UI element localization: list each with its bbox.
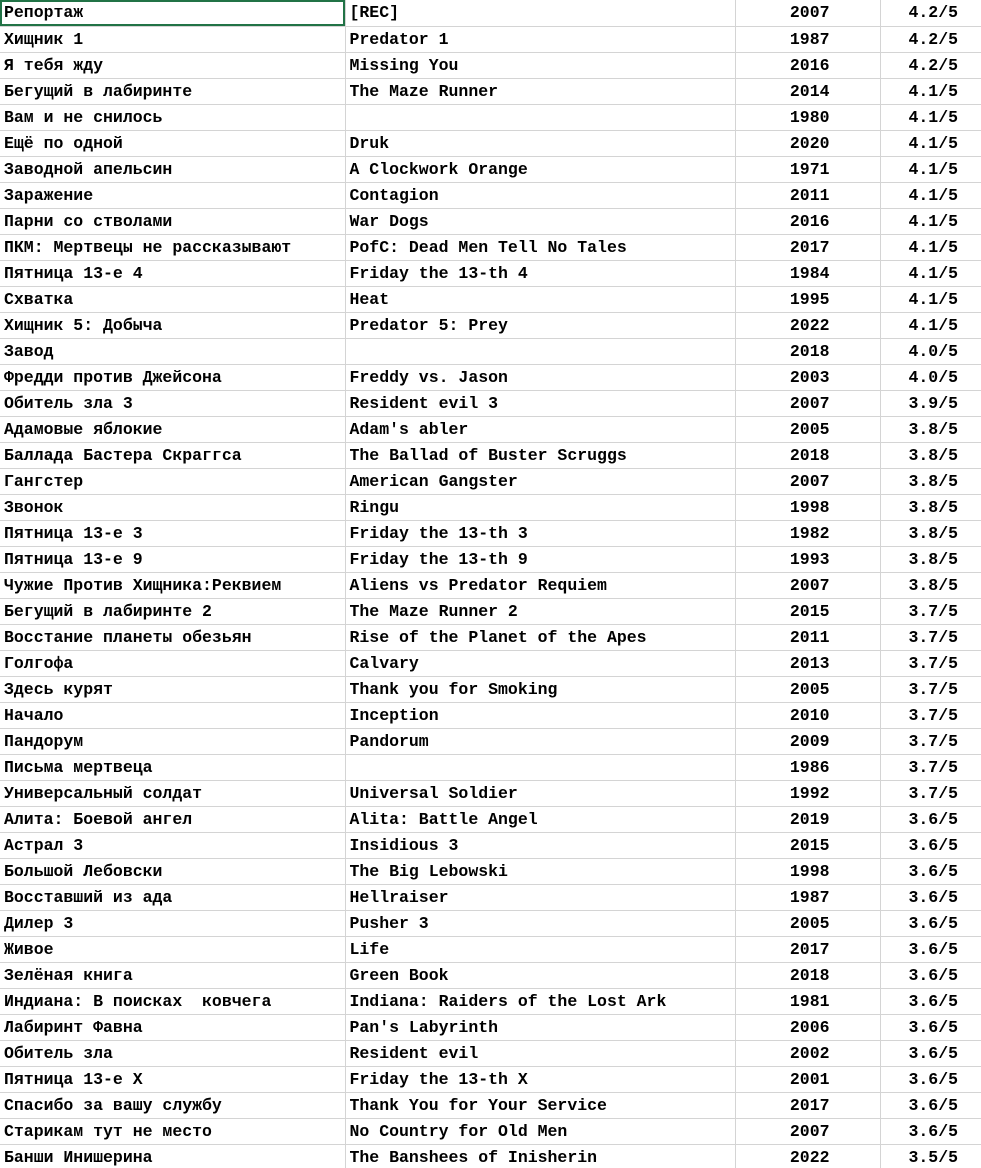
table-row: [0, 468, 981, 494]
table-row: [0, 78, 981, 104]
rating-cell[interactable]: 3.7/5: [880, 754, 981, 780]
rating-cell[interactable]: 3.5/5: [880, 1144, 981, 1168]
russian-title-cell[interactable]: Алита: Боевой ангел: [0, 806, 345, 832]
year-cell[interactable]: 1995: [735, 286, 880, 312]
year-cell[interactable]: 1998: [735, 494, 880, 520]
year-cell[interactable]: 1987: [735, 884, 880, 910]
year-cell[interactable]: 2013: [735, 650, 880, 676]
rating-cell[interactable]: 4.1/5: [880, 312, 981, 338]
year-cell[interactable]: 2010: [735, 702, 880, 728]
year-cell[interactable]: 1981: [735, 988, 880, 1014]
russian-title-cell[interactable]: Астрал 3: [0, 832, 345, 858]
rating-cell[interactable]: 3.6/5: [880, 1066, 981, 1092]
rating-cell[interactable]: 3.6/5: [880, 1040, 981, 1066]
english-title-cell[interactable]: Missing You: [345, 52, 735, 78]
english-title-cell[interactable]: The Big Lebowski: [345, 858, 735, 884]
table-row: [0, 312, 981, 338]
rating-cell[interactable]: 4.1/5: [880, 130, 981, 156]
english-title-cell[interactable]: Inception: [345, 702, 735, 728]
russian-title-cell[interactable]: Индиана: В поисках ковчега: [0, 988, 345, 1014]
table-row: [0, 936, 981, 962]
russian-title-cell[interactable]: Хищник 1: [0, 26, 345, 52]
russian-title-cell[interactable]: Голгофа: [0, 650, 345, 676]
english-title-cell[interactable]: [345, 338, 735, 364]
year-cell[interactable]: 2016: [735, 208, 880, 234]
rating-cell[interactable]: 4.0/5: [880, 338, 981, 364]
year-cell[interactable]: 2011: [735, 624, 880, 650]
russian-title-cell[interactable]: Хищник 5: Добыча: [0, 312, 345, 338]
russian-title-cell[interactable]: Ещё по одной: [0, 130, 345, 156]
russian-title-cell[interactable]: Завод: [0, 338, 345, 364]
rating-cell[interactable]: 4.2/5: [880, 52, 981, 78]
rating-cell[interactable]: 3.6/5: [880, 936, 981, 962]
year-cell[interactable]: 2002: [735, 1040, 880, 1066]
english-title-cell[interactable]: Thank you for Smoking: [345, 676, 735, 702]
rating-cell[interactable]: 3.7/5: [880, 728, 981, 754]
rating-cell[interactable]: 4.1/5: [880, 234, 981, 260]
year-cell[interactable]: 2003: [735, 364, 880, 390]
table-row: [0, 156, 981, 182]
rating-cell[interactable]: 4.1/5: [880, 78, 981, 104]
russian-title-cell[interactable]: Заводной апельсин: [0, 156, 345, 182]
table-row: [0, 182, 981, 208]
english-title-cell[interactable]: Heat: [345, 286, 735, 312]
russian-title-cell[interactable]: Универсальный солдат: [0, 780, 345, 806]
table-row: [0, 676, 981, 702]
english-title-cell[interactable]: Predator 1: [345, 26, 735, 52]
russian-title-cell[interactable]: ПКМ: Мертвецы не рассказывают: [0, 234, 345, 260]
rating-cell[interactable]: 4.0/5: [880, 364, 981, 390]
english-title-cell[interactable]: Thank You for Your Service: [345, 1092, 735, 1118]
table-row: [0, 520, 981, 546]
russian-title-cell[interactable]: Обитель зла: [0, 1040, 345, 1066]
table-row: [0, 364, 981, 390]
table-row: [0, 832, 981, 858]
russian-title-cell[interactable]: Вам и не снилось: [0, 104, 345, 130]
russian-title-cell[interactable]: Лабиринт Фавна: [0, 1014, 345, 1040]
rating-cell[interactable]: 4.1/5: [880, 182, 981, 208]
russian-title-cell[interactable]: Бегущий в лабиринте: [0, 78, 345, 104]
table-row: [0, 598, 981, 624]
english-title-cell[interactable]: Insidious 3: [345, 832, 735, 858]
english-title-cell[interactable]: Life: [345, 936, 735, 962]
english-title-cell[interactable]: Indiana: Raiders of the Lost Ark: [345, 988, 735, 1014]
english-title-cell[interactable]: Aliens vs Predator Requiem: [345, 572, 735, 598]
rating-cell[interactable]: 4.1/5: [880, 104, 981, 130]
rating-cell[interactable]: 4.1/5: [880, 286, 981, 312]
rating-cell[interactable]: 3.6/5: [880, 858, 981, 884]
russian-title-cell[interactable]: Начало: [0, 702, 345, 728]
rating-cell[interactable]: 3.6/5: [880, 1014, 981, 1040]
table-row: [0, 442, 981, 468]
english-title-cell[interactable]: [345, 754, 735, 780]
table-row: [0, 494, 981, 520]
russian-title-cell[interactable]: Репортаж: [0, 0, 345, 26]
year-cell[interactable]: 1980: [735, 104, 880, 130]
table-row: [0, 234, 981, 260]
table-row: [0, 416, 981, 442]
english-title-cell[interactable]: Hellraiser: [345, 884, 735, 910]
table-row: [0, 1118, 981, 1144]
table-row: [0, 884, 981, 910]
english-title-cell[interactable]: Green Book: [345, 962, 735, 988]
year-cell[interactable]: 1986: [735, 754, 880, 780]
year-cell[interactable]: 2011: [735, 182, 880, 208]
table-row: [0, 130, 981, 156]
russian-title-cell[interactable]: Пятница 13-е 4: [0, 260, 345, 286]
table-row: [0, 780, 981, 806]
table-row: [0, 208, 981, 234]
english-title-cell[interactable]: Druk: [345, 130, 735, 156]
year-cell[interactable]: 2015: [735, 598, 880, 624]
table-row: [0, 1014, 981, 1040]
table-row: [0, 286, 981, 312]
table-row: [0, 26, 981, 52]
year-cell[interactable]: 2007: [735, 0, 880, 26]
english-title-cell[interactable]: [REC]: [345, 0, 735, 26]
table-row: [0, 728, 981, 754]
rating-cell[interactable]: 3.6/5: [880, 1118, 981, 1144]
russian-title-cell[interactable]: Пятница 13-е 3: [0, 520, 345, 546]
english-title-cell[interactable]: Friday the 13-th X: [345, 1066, 735, 1092]
russian-title-cell[interactable]: Фредди против Джейсона: [0, 364, 345, 390]
year-cell[interactable]: 2017: [735, 234, 880, 260]
year-cell[interactable]: 1998: [735, 858, 880, 884]
english-title-cell[interactable]: Freddy vs. Jason: [345, 364, 735, 390]
year-cell[interactable]: 2005: [735, 416, 880, 442]
russian-title-cell[interactable]: Бегущий в лабиринте 2: [0, 598, 345, 624]
russian-title-cell[interactable]: Пятница 13-е 9: [0, 546, 345, 572]
year-cell[interactable]: 2005: [735, 910, 880, 936]
english-title-cell[interactable]: Friday the 13-th 3: [345, 520, 735, 546]
english-title-cell[interactable]: Friday the 13-th 4: [345, 260, 735, 286]
english-title-cell[interactable]: The Maze Runner 2: [345, 598, 735, 624]
year-cell[interactable]: 2022: [735, 1144, 880, 1168]
english-title-cell[interactable]: The Ballad of Buster Scruggs: [345, 442, 735, 468]
year-cell[interactable]: 2018: [735, 442, 880, 468]
english-title-cell[interactable]: Friday the 13-th 9: [345, 546, 735, 572]
year-cell[interactable]: 1993: [735, 546, 880, 572]
russian-title-cell[interactable]: Восстание планеты обезьян: [0, 624, 345, 650]
year-cell[interactable]: 2017: [735, 936, 880, 962]
russian-title-cell[interactable]: Схватка: [0, 286, 345, 312]
rating-cell[interactable]: 3.8/5: [880, 494, 981, 520]
rating-cell[interactable]: 3.8/5: [880, 442, 981, 468]
year-cell[interactable]: 2019: [735, 806, 880, 832]
table-row: [0, 1092, 981, 1118]
russian-title-cell[interactable]: Баллада Бастера Скраггса: [0, 442, 345, 468]
russian-title-cell[interactable]: Пятница 13-е X: [0, 1066, 345, 1092]
rating-cell[interactable]: 3.7/5: [880, 676, 981, 702]
year-cell[interactable]: 2016: [735, 52, 880, 78]
year-cell[interactable]: 1984: [735, 260, 880, 286]
english-title-cell[interactable]: Alita: Battle Angel: [345, 806, 735, 832]
table-row: [0, 858, 981, 884]
rating-cell[interactable]: 3.9/5: [880, 390, 981, 416]
english-title-cell[interactable]: Predator 5: Prey: [345, 312, 735, 338]
russian-title-cell[interactable]: Спасибо за вашу службу: [0, 1092, 345, 1118]
rating-cell[interactable]: 3.6/5: [880, 1092, 981, 1118]
table-row: [0, 1040, 981, 1066]
year-cell[interactable]: 1987: [735, 26, 880, 52]
english-title-cell[interactable]: No Country for Old Men: [345, 1118, 735, 1144]
english-title-cell[interactable]: War Dogs: [345, 208, 735, 234]
rating-cell[interactable]: 4.2/5: [880, 0, 981, 26]
rating-cell[interactable]: 3.7/5: [880, 780, 981, 806]
russian-title-cell[interactable]: Заражение: [0, 182, 345, 208]
rating-cell[interactable]: 3.6/5: [880, 910, 981, 936]
russian-title-cell[interactable]: Большой Лебовски: [0, 858, 345, 884]
year-cell[interactable]: 2001: [735, 1066, 880, 1092]
table-row: [0, 0, 981, 26]
year-cell[interactable]: 2014: [735, 78, 880, 104]
rating-cell[interactable]: 4.1/5: [880, 208, 981, 234]
english-title-cell[interactable]: Universal Soldier: [345, 780, 735, 806]
rating-cell[interactable]: 3.8/5: [880, 572, 981, 598]
russian-title-cell[interactable]: Парни со стволами: [0, 208, 345, 234]
year-cell[interactable]: 1992: [735, 780, 880, 806]
year-cell[interactable]: 2005: [735, 676, 880, 702]
russian-title-cell[interactable]: Обитель зла 3: [0, 390, 345, 416]
english-title-cell[interactable]: Resident evil: [345, 1040, 735, 1066]
year-cell[interactable]: 2020: [735, 130, 880, 156]
russian-title-cell[interactable]: Живое: [0, 936, 345, 962]
rating-cell[interactable]: 3.8/5: [880, 546, 981, 572]
year-cell[interactable]: 2015: [735, 832, 880, 858]
year-cell[interactable]: 2006: [735, 1014, 880, 1040]
year-cell[interactable]: 2018: [735, 338, 880, 364]
russian-title-cell[interactable]: Банши Инишерина: [0, 1144, 345, 1168]
english-title-cell[interactable]: [345, 104, 735, 130]
rating-cell[interactable]: 3.6/5: [880, 806, 981, 832]
russian-title-cell[interactable]: Здесь курят: [0, 676, 345, 702]
rating-cell[interactable]: 3.7/5: [880, 598, 981, 624]
english-title-cell[interactable]: Pusher 3: [345, 910, 735, 936]
rating-cell[interactable]: 3.7/5: [880, 702, 981, 728]
year-cell[interactable]: 2007: [735, 1118, 880, 1144]
english-title-cell[interactable]: The Banshees of Inisherin: [345, 1144, 735, 1168]
english-title-cell[interactable]: Pandorum: [345, 728, 735, 754]
russian-title-cell[interactable]: Адамовые яблокие: [0, 416, 345, 442]
table-row: [0, 910, 981, 936]
russian-title-cell[interactable]: Я тебя жду: [0, 52, 345, 78]
table-row: [0, 754, 981, 780]
english-title-cell[interactable]: Ringu: [345, 494, 735, 520]
rating-cell[interactable]: 3.7/5: [880, 624, 981, 650]
table-row: [0, 988, 981, 1014]
year-cell[interactable]: 2009: [735, 728, 880, 754]
russian-title-cell[interactable]: Старикам тут не место: [0, 1118, 345, 1144]
english-title-cell[interactable]: Contagion: [345, 182, 735, 208]
russian-title-cell[interactable]: Звонок: [0, 494, 345, 520]
english-title-cell[interactable]: Calvary: [345, 650, 735, 676]
table-row: [0, 962, 981, 988]
year-cell[interactable]: 2007: [735, 572, 880, 598]
table-row: [0, 702, 981, 728]
russian-title-cell[interactable]: Дилер 3: [0, 910, 345, 936]
russian-title-cell[interactable]: Чужие Против Хищника:Реквием: [0, 572, 345, 598]
year-cell[interactable]: 1982: [735, 520, 880, 546]
russian-title-cell[interactable]: Письма мертвеца: [0, 754, 345, 780]
english-title-cell[interactable]: A Clockwork Orange: [345, 156, 735, 182]
table-row: [0, 546, 981, 572]
rating-cell[interactable]: 3.8/5: [880, 520, 981, 546]
rating-cell[interactable]: 3.6/5: [880, 988, 981, 1014]
english-title-cell[interactable]: The Maze Runner: [345, 78, 735, 104]
year-cell[interactable]: 2007: [735, 468, 880, 494]
english-title-cell[interactable]: PofC: Dead Men Tell No Tales: [345, 234, 735, 260]
english-title-cell[interactable]: Adam's abler: [345, 416, 735, 442]
english-title-cell[interactable]: American Gangster: [345, 468, 735, 494]
table-row: [0, 572, 981, 598]
year-cell[interactable]: 2007: [735, 390, 880, 416]
rating-cell[interactable]: 4.1/5: [880, 156, 981, 182]
table-row: [0, 390, 981, 416]
rating-cell[interactable]: 3.7/5: [880, 650, 981, 676]
russian-title-cell[interactable]: Гангстер: [0, 468, 345, 494]
russian-title-cell[interactable]: Пандорум: [0, 728, 345, 754]
year-cell[interactable]: 1971: [735, 156, 880, 182]
english-title-cell[interactable]: Resident evil 3: [345, 390, 735, 416]
table-row: [0, 1066, 981, 1092]
rating-cell[interactable]: 3.6/5: [880, 832, 981, 858]
rating-cell[interactable]: 3.6/5: [880, 884, 981, 910]
table-row: [0, 52, 981, 78]
russian-title-cell[interactable]: Восставший из ада: [0, 884, 345, 910]
english-title-cell[interactable]: Rise of the Planet of the Apes: [345, 624, 735, 650]
table-row: [0, 104, 981, 130]
year-cell[interactable]: 2018: [735, 962, 880, 988]
russian-title-cell[interactable]: Зелёная книга: [0, 962, 345, 988]
table-row: [0, 338, 981, 364]
table-row: [0, 1144, 981, 1168]
year-cell[interactable]: 2022: [735, 312, 880, 338]
table-row: [0, 650, 981, 676]
table-row: [0, 624, 981, 650]
rating-cell[interactable]: 3.8/5: [880, 416, 981, 442]
english-title-cell[interactable]: Pan's Labyrinth: [345, 1014, 735, 1040]
rating-cell[interactable]: 4.1/5: [880, 260, 981, 286]
rating-cell[interactable]: 4.2/5: [880, 26, 981, 52]
rating-cell[interactable]: 3.6/5: [880, 962, 981, 988]
table-row: [0, 806, 981, 832]
rating-cell[interactable]: 3.8/5: [880, 468, 981, 494]
year-cell[interactable]: 2017: [735, 1092, 880, 1118]
table-row: [0, 260, 981, 286]
